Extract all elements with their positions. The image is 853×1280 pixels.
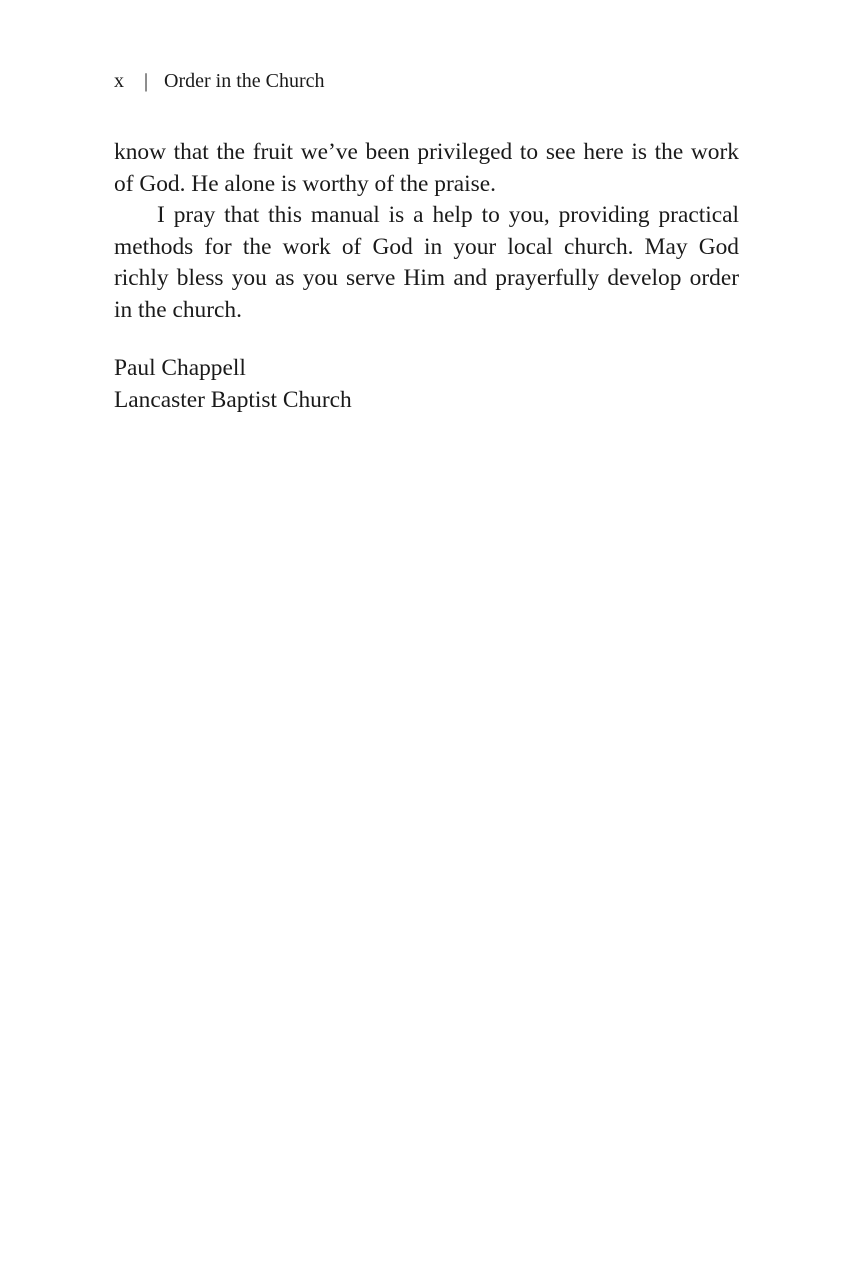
signature-name: Paul Chappell (114, 355, 246, 381)
paragraph-continuation: know that the fruit we’ve been privileged to see here is the work of God. He alone is worthy of the praise. (114, 139, 739, 197)
paragraph-prayer: I pray that this manual is a help to you, providing practical methods for the work of God in your local church. May God richly bless you as you serve Him and prayerfully develop order in the church. (114, 202, 739, 323)
signature-church: Lancaster Baptist Church (114, 386, 352, 413)
body-text (114, 137, 739, 326)
book-title: Order in the Church (164, 70, 325, 92)
signature-block (114, 353, 352, 416)
page-number: x (114, 70, 124, 92)
running-header (114, 68, 325, 94)
header-separator: | (144, 70, 149, 92)
